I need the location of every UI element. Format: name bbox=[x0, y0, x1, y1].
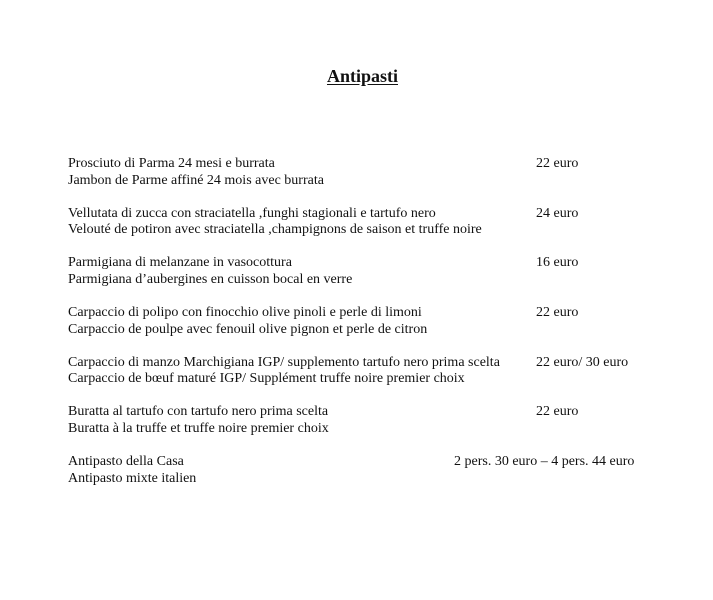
menu-item-carpaccio-manzo bbox=[68, 355, 668, 405]
item-name-italian: Carpaccio di polipo con finocchio olive pinoli e perle di limoni bbox=[68, 305, 422, 321]
item-name-french: Antipasto mixte italien bbox=[68, 470, 197, 486]
item-name-italian: Vellutata di zucca con straciatella ,funghi stagionali e tartufo nero bbox=[68, 205, 436, 221]
menu-item-parmigiana bbox=[68, 255, 668, 305]
item-price: 22 euro bbox=[536, 156, 579, 171]
item-name-italian: Buratta al tartufo con tartufo nero prima scelta bbox=[68, 404, 329, 420]
item-price: 2 pers. 30 euro – 4 pers. 44 euro bbox=[454, 454, 635, 470]
item-name-french: Buratta à la truffe et truffe noire premier choix bbox=[68, 420, 329, 436]
menu-item-carpaccio-polipo bbox=[68, 305, 668, 355]
page-title: Antipasti bbox=[326, 66, 398, 86]
item-name-french: Carpaccio de poulpe avec fenouil olive pignon et perle de citron bbox=[68, 321, 428, 337]
item-price: 22 euro/ 30 euro bbox=[536, 354, 629, 370]
item-name-italian: Parmigiana di melanzane in vasocottura bbox=[68, 255, 292, 271]
item-name-italian: Carpaccio di manzo Marchigiana IGP/ supplemento tartufo nero prima scelta bbox=[68, 354, 500, 370]
item-name-italian: Antipasto della Casa bbox=[68, 454, 184, 470]
item-name-italian: Prosciuto di Parma 24 mesi e burrata bbox=[68, 156, 275, 171]
item-price: 22 euro bbox=[536, 404, 579, 420]
menu-item-vellutata bbox=[68, 206, 668, 256]
menu-item-prosciutto bbox=[68, 156, 668, 206]
menu-item-antipasto-casa bbox=[68, 454, 668, 504]
item-price: 22 euro bbox=[536, 305, 579, 321]
item-price: 24 euro bbox=[536, 205, 579, 221]
item-price: 16 euro bbox=[536, 255, 579, 271]
menu-list bbox=[68, 156, 668, 504]
menu-item-buratta bbox=[68, 404, 668, 454]
item-name-french: Jambon de Parme affiné 24 mois avec burrata bbox=[68, 172, 324, 188]
item-name-french: Velouté de potiron avec straciatella ,champignons de saison et truffe noire bbox=[68, 222, 482, 238]
item-name-french: Carpaccio de bœuf maturé IGP/ Supplément truffe noire premier choix bbox=[68, 371, 465, 387]
item-name-french: Parmigiana d’aubergines en cuisson bocal en verre bbox=[68, 271, 353, 287]
